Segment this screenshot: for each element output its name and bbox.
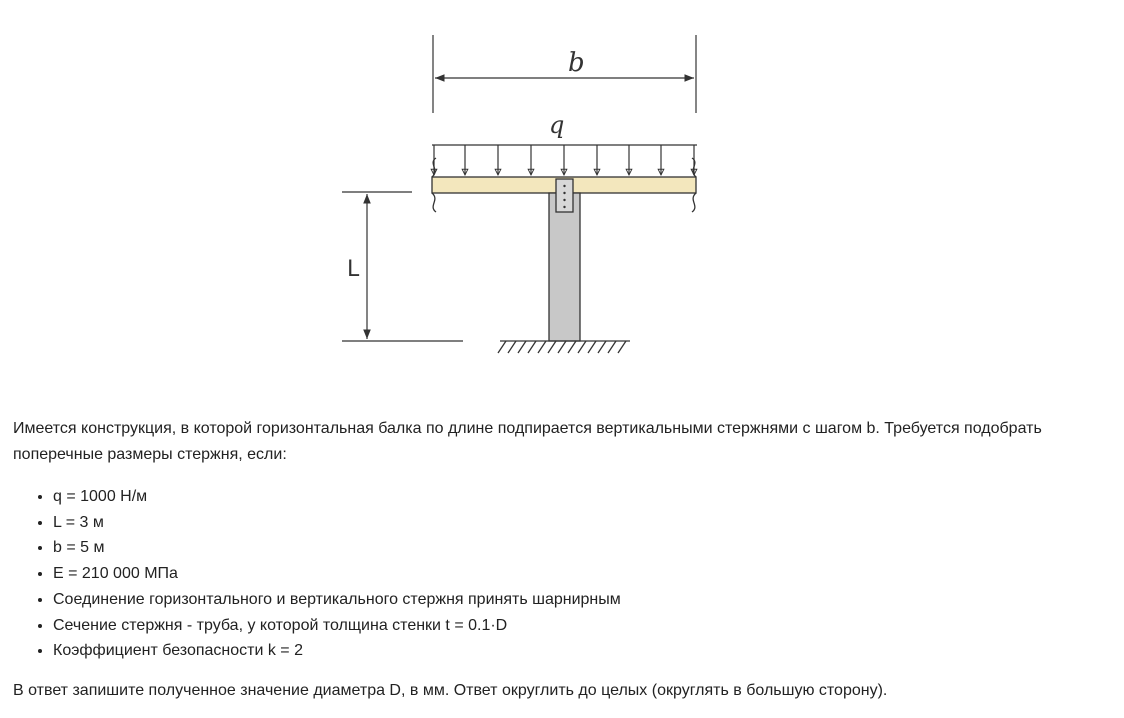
vertical-column (549, 193, 580, 341)
problem-intro: Имеется конструкция, в которой горизонтальная балка по длине подпирается вертикальными стержнями с шагом b. Требуется подобрать поперечные размеры стержня, если: (13, 420, 1042, 463)
param-E: • E = 210 000 МПа (53, 561, 621, 587)
param-q: • q = 1000 Н/м (53, 484, 621, 510)
param-b: • b = 5 м (53, 535, 621, 561)
label-L: L (347, 257, 360, 282)
label-b: b (568, 48, 585, 78)
param-L: • L = 3 м (53, 510, 621, 536)
answer-instruction: В ответ запишите полученное значение диаметра D, в мм. Ответ округлить до целых (округлять в большую сторону). (13, 682, 888, 699)
dimension-b (433, 35, 696, 113)
param-safety-factor: • Коэффициент безопасности k = 2 (53, 638, 621, 664)
param-section: • Сечение стержня - труба, у которой толщина стенки t = 0.1·D (53, 613, 621, 639)
dimension-L (342, 192, 463, 341)
parameter-list (13, 484, 621, 664)
distributed-load (432, 145, 697, 175)
param-connection: • Соединение горизонтального и вертикального стержня принять шарнирным (53, 587, 621, 613)
label-q: q (549, 111, 565, 139)
ground-support (498, 341, 630, 353)
